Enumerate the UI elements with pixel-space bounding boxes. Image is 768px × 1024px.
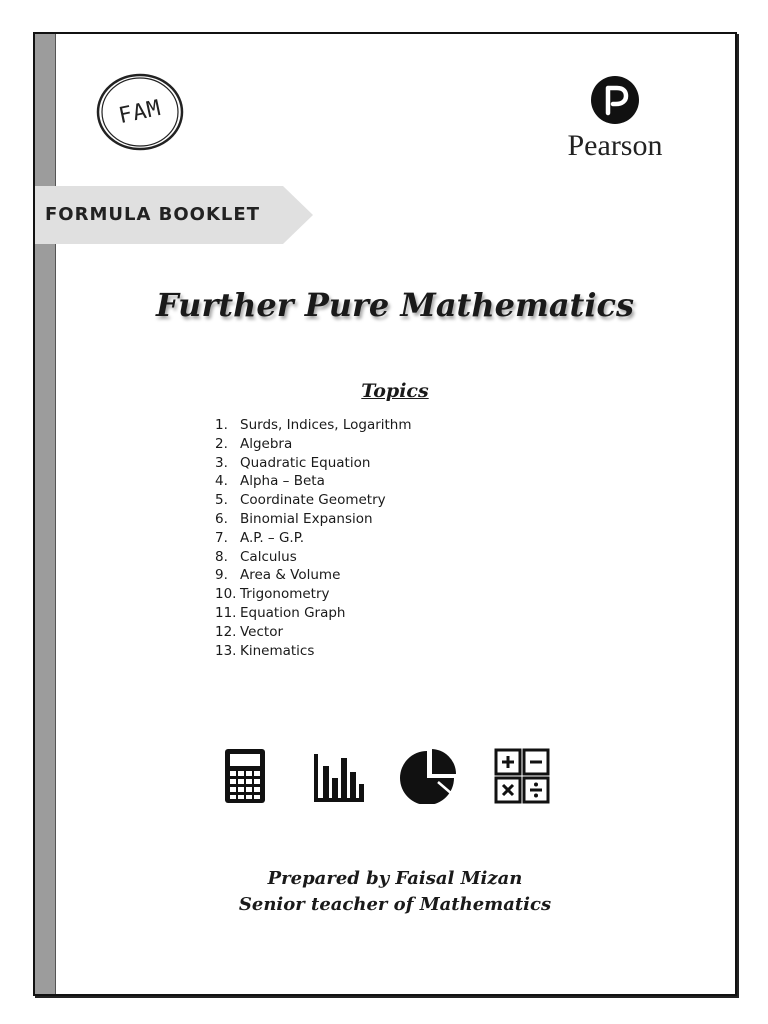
topic-item (215, 510, 412, 529)
topic-item (215, 566, 412, 585)
topic-number: 2. (215, 435, 228, 452)
side-bar (35, 34, 56, 994)
topic-item (215, 454, 412, 473)
topic-label: Trigonometry (240, 586, 330, 603)
topic-label: Area & Volume (240, 567, 341, 584)
topic-label: Binomial Expansion (240, 510, 373, 527)
topic-item (215, 491, 412, 510)
topic-item (215, 642, 412, 661)
topics-heading: Topics (361, 380, 429, 402)
pearson-wordmark: Pearson (567, 129, 663, 162)
pearson-logo (555, 76, 675, 166)
formula-booklet-banner (35, 186, 315, 244)
topic-number: 1. (215, 417, 228, 433)
topic-item (215, 416, 412, 435)
topic-item (215, 604, 412, 623)
topic-number: 3. (215, 454, 228, 471)
topic-item (215, 585, 412, 604)
topic-label: A.P. – G.P. (240, 529, 305, 546)
pie-chart-icon (400, 748, 458, 804)
topic-label: Vector (240, 623, 284, 640)
topic-item (215, 529, 412, 548)
topic-item (215, 472, 412, 491)
author-role: Senior teacher of Mathematics (238, 894, 552, 915)
topic-item (215, 623, 412, 642)
topic-label: Alpha – Beta (240, 473, 325, 490)
pearson-mark-icon (591, 76, 639, 124)
fam-logo (95, 72, 185, 152)
topic-label: Algebra (240, 435, 293, 452)
fam-logo-text: FAM (116, 95, 164, 129)
page-title: Further Pure Mathematics (156, 286, 634, 324)
topics-list (215, 416, 412, 660)
topic-number: 11. (215, 604, 237, 621)
math-operators-icon (494, 748, 550, 804)
bar-chart-icon (313, 748, 365, 804)
banner-label: FORMULA BOOKLET (45, 204, 260, 225)
booklet-cover (33, 32, 737, 996)
topic-number: 8. (215, 548, 228, 565)
topic-number: 12. (215, 623, 237, 640)
topic-number: 13. (215, 642, 237, 659)
topic-number: 10. (215, 586, 237, 603)
topic-label: Surds, Indices, Logarithm (240, 417, 412, 433)
topic-item (215, 435, 412, 454)
topic-number: 9. (215, 567, 228, 584)
topic-label: Equation Graph (240, 604, 346, 621)
topic-label: Kinematics (240, 642, 315, 659)
topic-label: Coordinate Geometry (240, 492, 386, 509)
topic-label: Calculus (240, 548, 297, 565)
topic-number: 4. (215, 473, 228, 490)
topic-number: 7. (215, 529, 228, 546)
icon-row (220, 748, 560, 808)
topic-item (215, 548, 412, 567)
calculator-icon (224, 748, 266, 804)
topic-number: 5. (215, 492, 228, 509)
topic-label: Quadratic Equation (240, 454, 371, 471)
topic-number: 6. (215, 510, 228, 527)
prepared-by: Prepared by Faisal Mizan (267, 868, 523, 889)
